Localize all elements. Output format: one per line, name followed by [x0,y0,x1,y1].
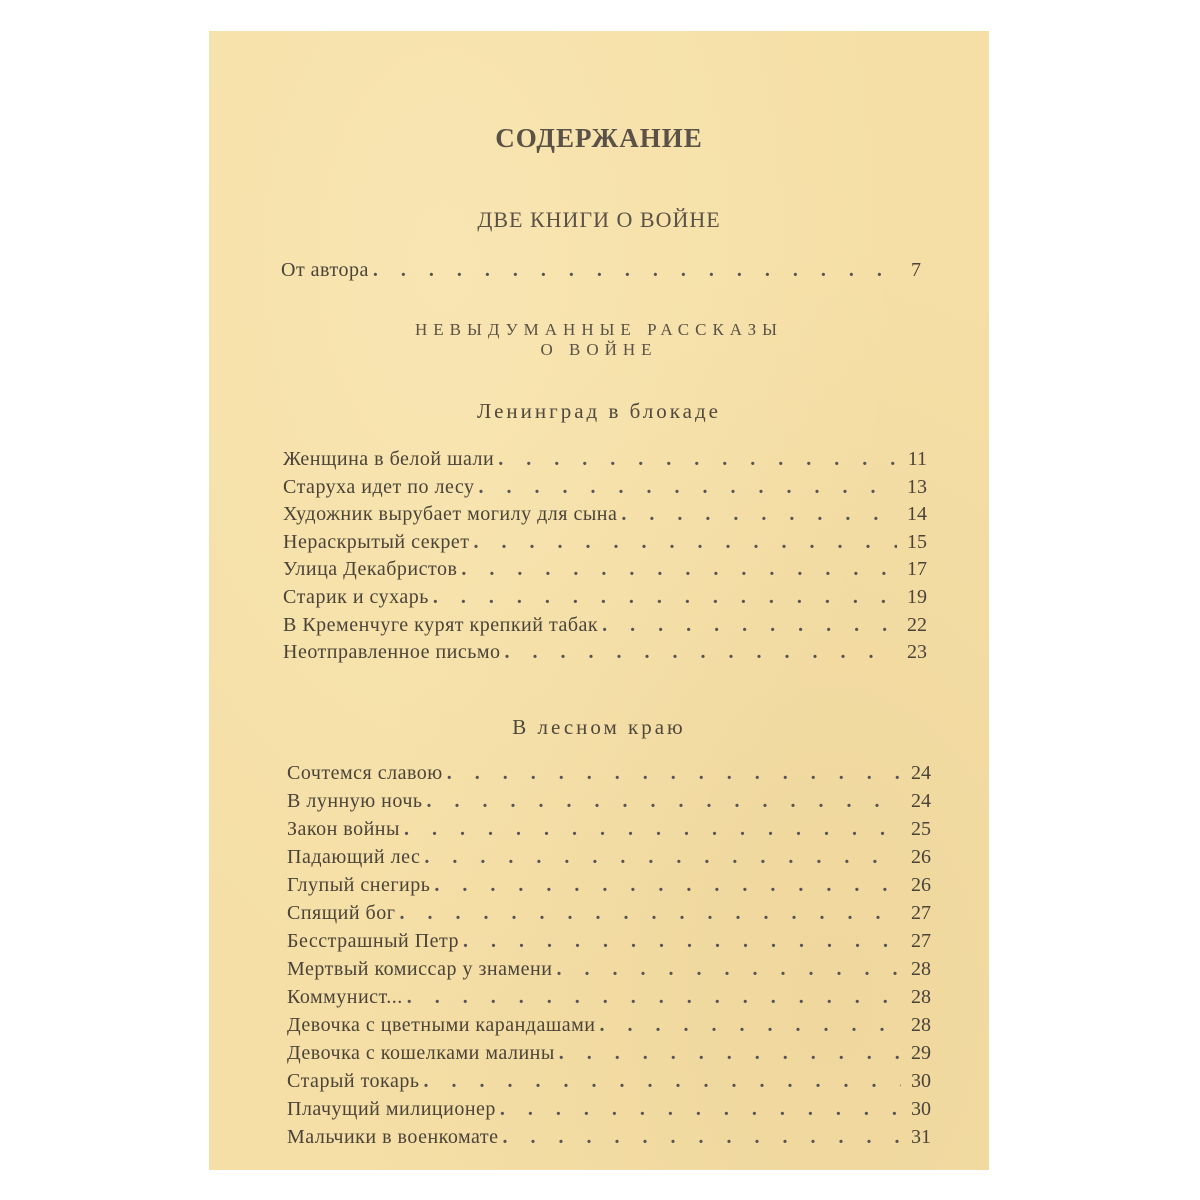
dot-leader [473,531,897,554]
entry-title: Коммунист... [287,986,403,1008]
dot-leader [433,586,897,609]
dot-leader [461,558,897,581]
dot-leader [498,448,897,471]
entry-title: Старуха идет по лесу [283,475,475,498]
dot-leader [621,503,897,526]
book-title-line-1: НЕВЫДУМАННЫЕ РАССКАЗЫ [415,320,783,339]
dot-leader [478,476,897,499]
entry-page: 11 [907,448,927,470]
dot-leader [424,846,901,869]
entry-title: В Кременчуге курят крепкий табак [283,613,599,636]
toc-entry [283,503,927,531]
entry-title: Неотправленное письмо [283,641,501,664]
entry-title: Художник вырубает могилу для сына [283,503,618,526]
dot-leader [407,986,901,1009]
toc-entry [287,846,931,874]
dot-leader [503,1126,902,1149]
entry-page: 27 [911,930,931,952]
entry-title: Девочка с кошелками малины [287,1042,555,1064]
toc-entry [287,790,931,818]
entry-page: 26 [911,874,931,896]
toc-entry-preface [281,259,921,287]
toc-entry [287,1098,931,1126]
dot-leader [447,762,901,785]
toc-entry [283,531,927,559]
toc-entry [283,586,927,614]
toc-entry [283,448,927,476]
entry-page: 29 [911,1042,931,1064]
entry-page: 31 [911,1126,931,1148]
toc-entry [287,958,931,986]
entry-title: В лунную ночь [287,790,423,812]
entry-page: 24 [911,790,931,812]
dot-leader [423,1070,901,1093]
toc-entry [283,614,927,642]
dot-leader [602,614,897,637]
toc-entry [287,1014,931,1042]
dot-leader [399,902,901,925]
dot-leader [559,1042,901,1065]
dot-leader [404,818,901,841]
entry-title: Плачущий милиционер [287,1098,496,1120]
section-title-forest: В лесном краю [512,715,686,739]
toc-entry [287,986,931,1014]
entry-page: 28 [911,958,931,980]
toc-entry [287,1126,931,1154]
toc-entry [287,762,931,790]
entry-page: 13 [907,475,927,498]
book-title-line-2: О ВОЙНЕ [540,340,658,359]
entry-title: Улица Декабристов [283,558,458,581]
entry-title: Бесстрашный Петр [287,930,460,952]
entry-title: Нераскрытый секрет [283,530,470,553]
entry-title: Закон войны [287,818,400,840]
entry-page: 17 [907,558,927,581]
entry-title: Мальчики в военкомате [287,1126,499,1148]
entry-title: От автора [281,259,369,281]
toc-entry [287,902,931,930]
dot-leader [600,1014,902,1037]
entry-title: Мертвый комиссар у знамени [287,958,553,980]
part-title: ДВЕ КНИГИ О ВОЙНЕ [477,207,721,232]
section-title-leningrad: Ленинград в блокаде [476,399,722,423]
entry-title: Падающий лес [287,846,421,868]
entry-page: 30 [911,1098,931,1120]
toc-entry [283,476,927,504]
entry-title: Сочтемся славою [287,762,443,784]
entry-title: Девочка с цветными карандашами [287,1014,596,1036]
entry-title: Спящий бог [287,902,396,924]
dot-leader [500,1098,901,1121]
entry-page: 25 [911,818,931,840]
dot-leader [373,259,891,282]
toc-entry [287,1070,931,1098]
entry-page: 30 [911,1070,931,1092]
dot-leader [434,874,901,897]
entry-title: Старый токарь [287,1070,420,1092]
dot-leader [427,790,901,813]
entry-page: 26 [911,846,931,868]
entry-page: 15 [907,530,927,553]
entry-page: 22 [907,613,927,636]
toc-entry [283,558,927,586]
entry-page: 19 [907,586,927,608]
entry-page: 14 [907,503,927,526]
entry-page: 28 [911,1014,931,1036]
book-page [209,31,989,1170]
toc-entry [283,641,927,669]
entry-title: Старик и сухарь [283,586,429,608]
entry-page: 24 [911,762,931,784]
dot-leader [505,641,897,664]
entry-page: 28 [911,986,931,1008]
toc-entry [287,930,931,958]
entry-title: Глупый снегирь [287,874,431,896]
contents-heading: СОДЕРЖАНИЕ [495,123,703,153]
dot-leader [556,958,901,981]
entry-page: 23 [907,641,927,664]
toc-entry [287,818,931,846]
entry-title: Женщина в белой шали [283,448,495,470]
entry-page: 27 [911,902,931,924]
toc-entry [287,874,931,902]
entry-page: 7 [911,259,921,281]
toc-entry [287,1042,931,1070]
dot-leader [463,930,901,953]
